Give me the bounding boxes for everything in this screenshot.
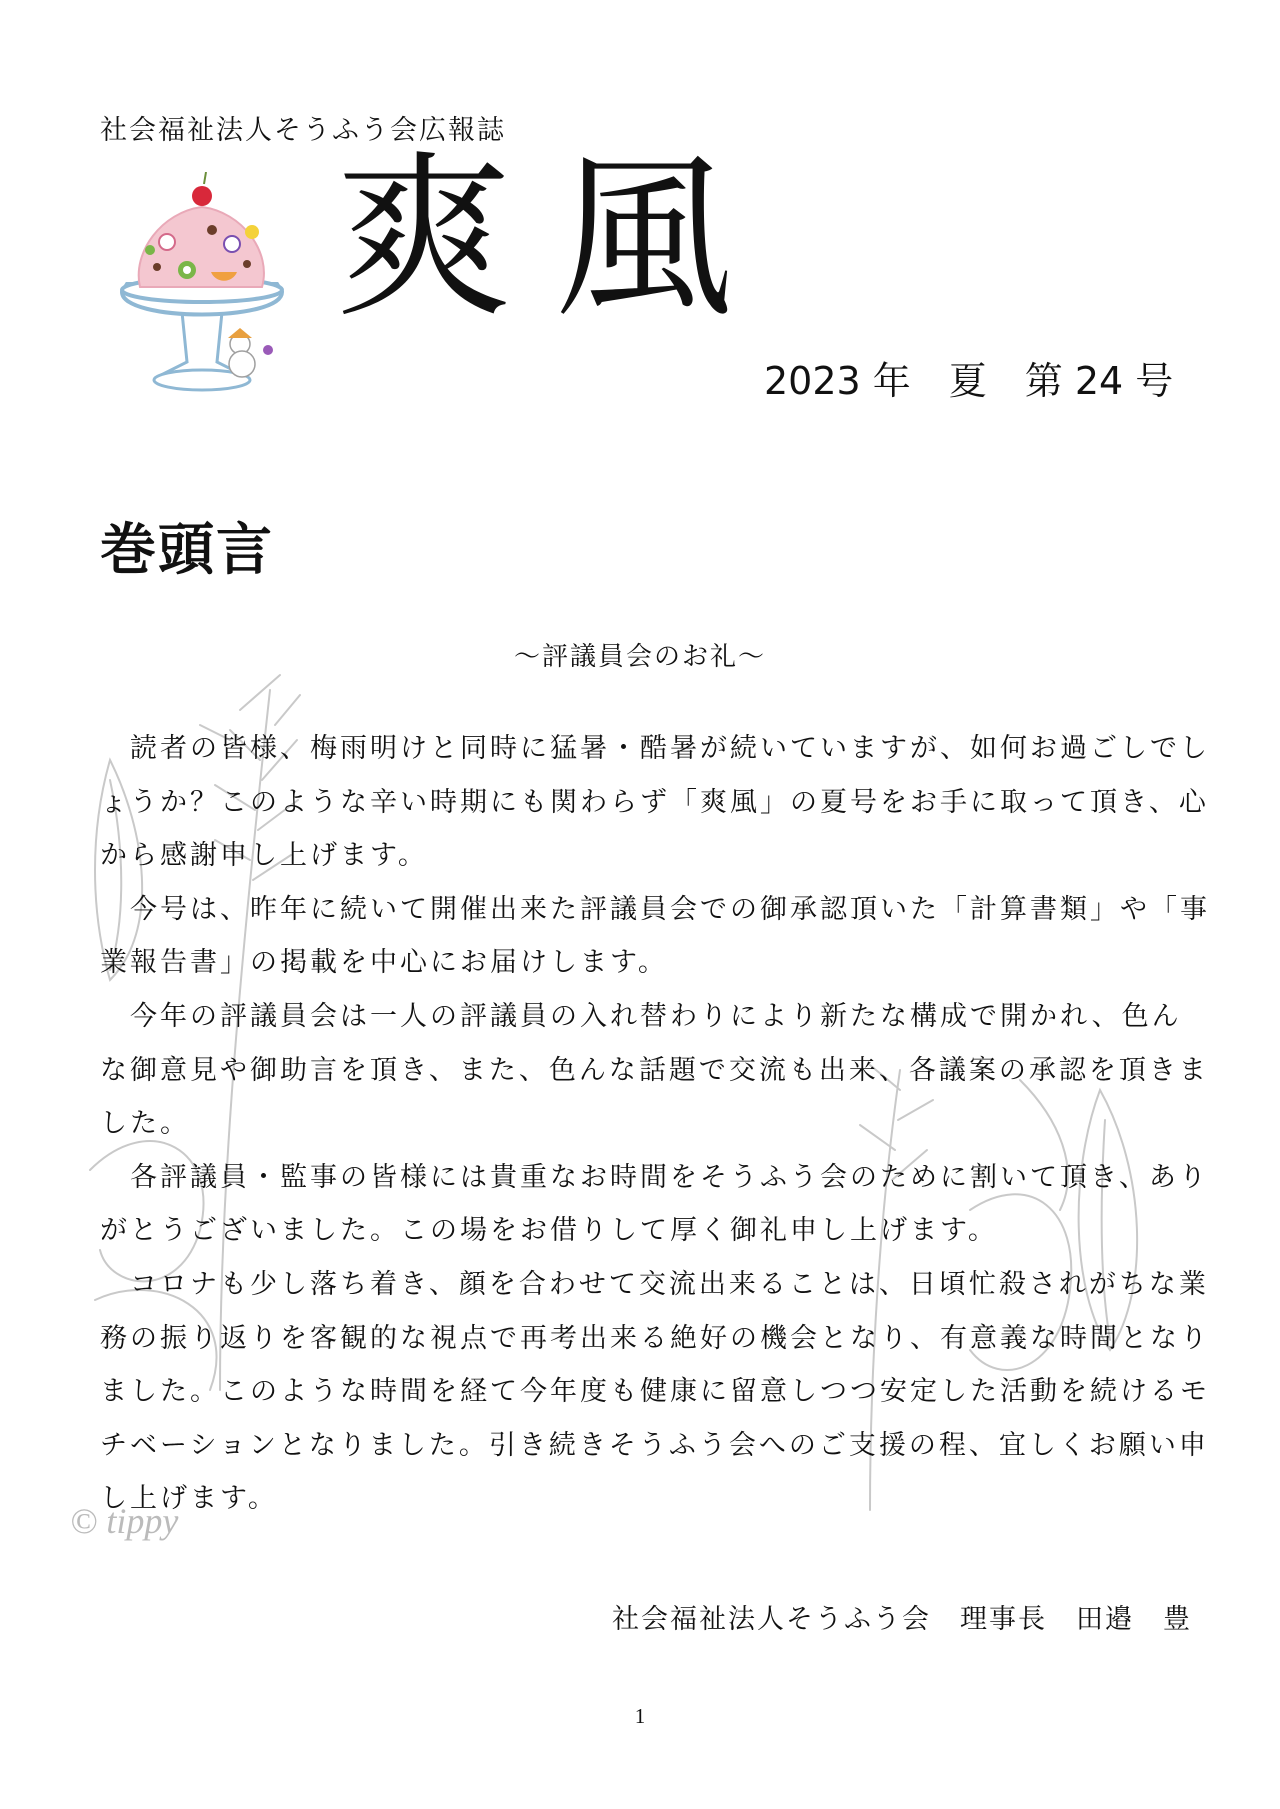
article-body [100,722,1210,1526]
paragraph: 読者の皆様、梅雨明けと同時に猛暑・酷暑が続いていますが、如何お過ごしでしょうか？このような辛い時期にも関わらず「爽風」の夏号をお手に取って頂き、心から感謝申し上げます。 [100,733,1210,872]
paragraph: 各評議員・監事の皆様には貴重なお時間をそうふう会のために割いて頂き、ありがとうございました。この場をお借りして厚く御礼申し上げます。 [100,1161,1209,1247]
copyright-watermark: © tippy [70,1501,179,1541]
paragraph: コロナも少し落ち着き、顔を合わせて交流出来ることは、日頃忙殺されがちな業務の振り返りを客観的な視点で再考出来る絶好の機会となり、有意義な時間となりました。このような時間を経て今年度も健康に留意しつつ安定した活動を続けるモチベーションとなりました。引き続きそうふう会へのご支援の程、宜しくお願い申し上げます。 [100,1268,1210,1515]
shaved-ice-dessert-icon [112,172,292,412]
signature: 社会福祉法人そうふう会 理事長 田邉 豊 [612,1604,1192,1635]
article-subtitle: ～評議員会のお礼～ [514,642,767,672]
section-heading: 巻頭言 [100,518,274,583]
page-number: 1 [634,1704,646,1728]
paragraph: 今号は、昨年に続いて開催出来た評議員会での御承認頂いた「計算書類」や「事業報告書」の掲載を中心にお届けします。 [100,893,1210,979]
newsletter-title: 爽風 [335,135,775,342]
publication-name: 社会福祉法人そうふう会広報誌 [100,115,506,146]
paragraph: 今年の評議員会は一人の評議員の入れ替わりにより新たな構成で開かれ、色んな御意見や御助言を頂き、また、色んな話題で交流も出来、各議案の承認を頂きました。 [100,1000,1209,1140]
issue-info: 2023 年 夏 第 24 号 [764,359,1174,403]
